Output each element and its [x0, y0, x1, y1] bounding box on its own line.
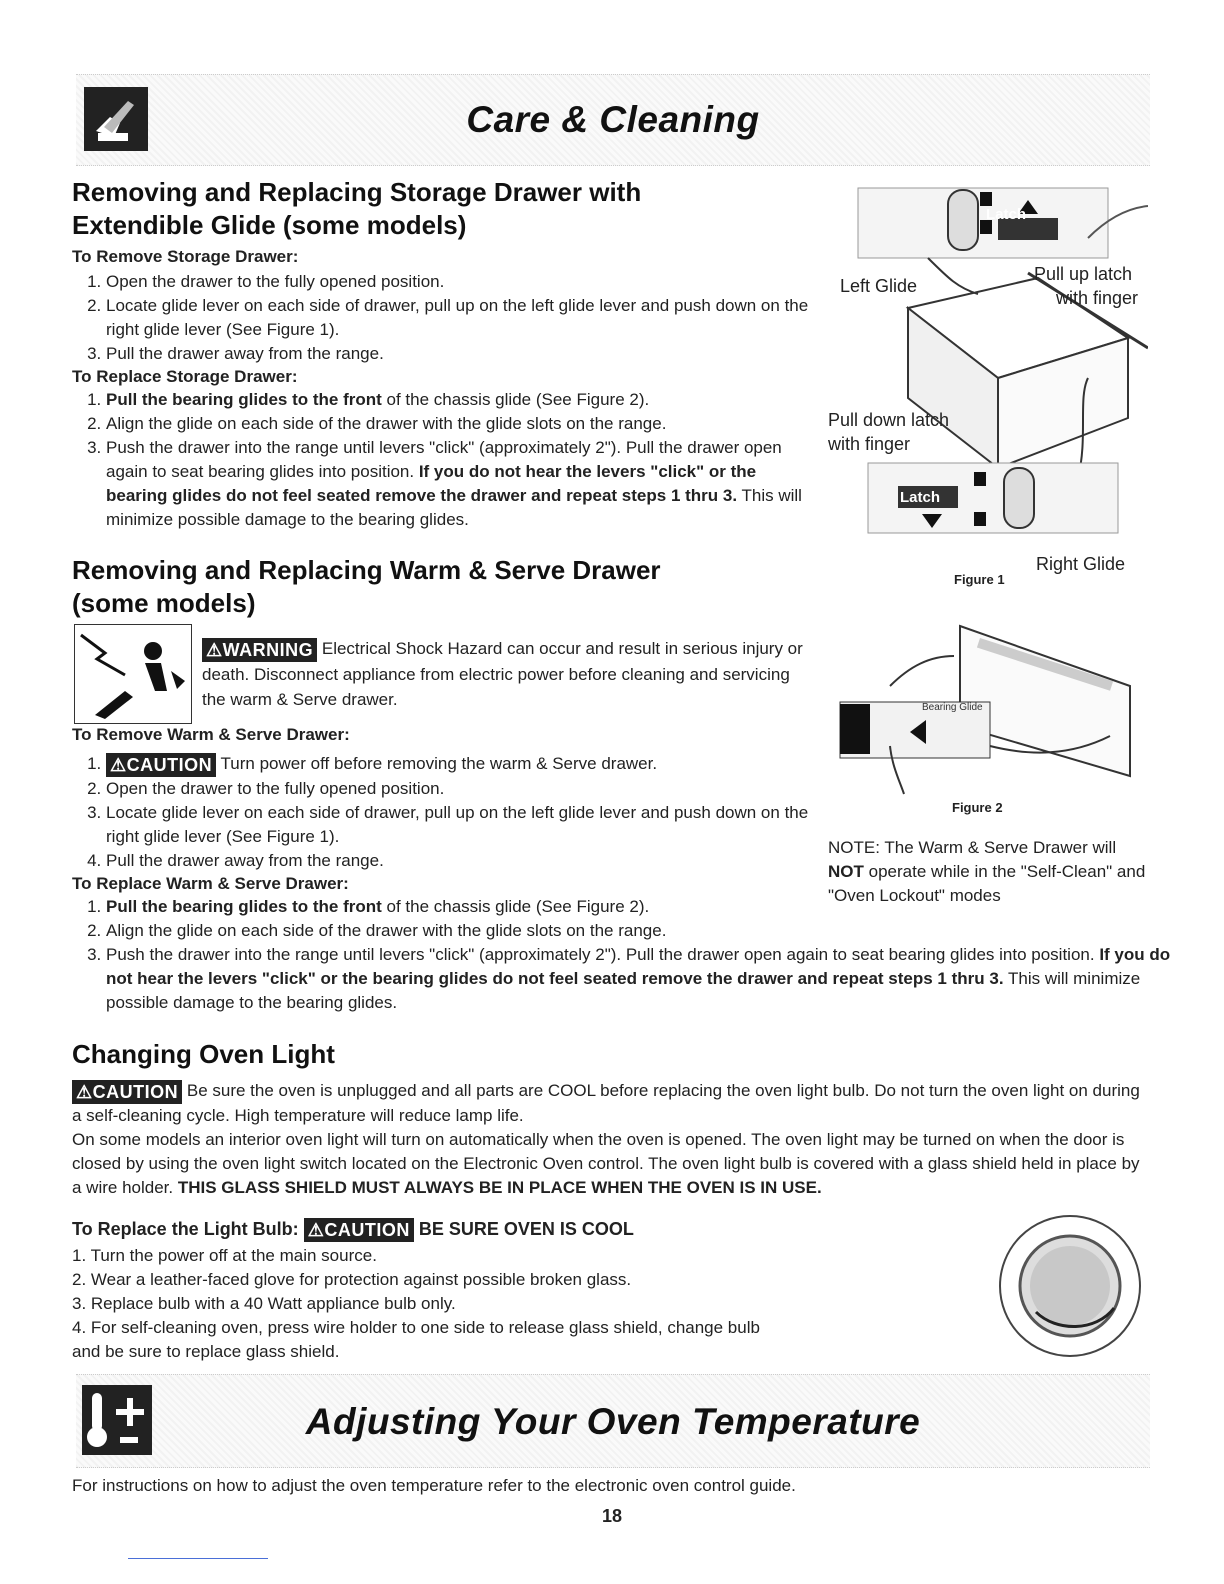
warm-serve-section — [72, 554, 832, 620]
bearing-glide-label: Bearing Glide — [922, 702, 983, 713]
oven-light-caution: ⚠CAUTION Be sure the oven is unplugged and all parts are COOL before replacing the oven light bulb. Do not turn the oven light on during a self-cleaning cycle. High temperature will reduce lamp life. — [72, 1081, 1140, 1125]
oven-light-section — [72, 1038, 1147, 1200]
storage-heading-line2: Extendible Glide (some models) — [72, 210, 467, 240]
list-item: 3. Push the drawer into the range until levers "click" (approximately 2"). Pull the drawer open again to seat bearing glides into position. If you do not hear the levers "click" or the bearing glides do not feel seated remove the drawer and repeat steps 1 thru 3. This will minimize possible damage to the bearing glides. — [106, 436, 822, 532]
warm-serve-note: NOTE: The Warm & Serve Drawer will NOT operate while in the "Self-Clean" and "Oven Lockout" modes — [828, 838, 1146, 905]
figure-1-caption: Figure 1 — [954, 572, 1005, 587]
figure-2-caption: Figure 2 — [952, 800, 1003, 815]
footer-text: For instructions on how to adjust the oven temperature refer to the electronic oven control guide. — [72, 1476, 796, 1495]
list-item: 2. Align the glide on each side of the drawer with the glide slots on the range. — [106, 919, 1176, 943]
section-title: Care & Cleaning — [466, 99, 760, 140]
list-item: 1. Pull the bearing glides to the front of the chassis glide (See Figure 2). — [106, 895, 1176, 919]
list-item: 4. Pull the drawer away from the range. — [106, 849, 812, 873]
list-item: 3. Replace bulb with a 40 Watt appliance bulb only. — [72, 1294, 456, 1314]
oven-light-heading: Changing Oven Light — [72, 1039, 335, 1069]
care-cleaning-banner — [76, 74, 1150, 166]
list-item: 1. Pull the bearing glides to the front of the chassis glide (See Figure 2). — [106, 388, 822, 412]
section-title: Adjusting Your Oven Temperature — [305, 1401, 921, 1442]
caution-badge: ⚠CAUTION — [106, 753, 216, 777]
list-item: 4. For self-cleaning oven, press wire holder to one side to release glass shield, change bulb — [72, 1318, 760, 1338]
light-bulb-figure — [996, 1212, 1144, 1360]
list-item: 1. Turn the power off at the main source. — [72, 1246, 377, 1266]
replace-warm-steps — [72, 895, 1176, 1015]
storage-heading-line1: Removing and Replacing Storage Drawer with — [72, 177, 642, 207]
latch-top-label: Latch — [986, 206, 1027, 223]
latch-bottom-label: Latch — [900, 489, 941, 506]
figure-1-drawing — [828, 178, 1148, 578]
replace-storage-steps — [72, 388, 822, 532]
warning-block: ⚠WARNING Electrical Shock Hazard can occur and result in serious injury or death. Disconnect appliance from electric power before cleaning and servicing the warm & Serve drawer. — [202, 639, 803, 709]
figure-2 — [830, 616, 1146, 816]
replace-warm-title: To Replace Warm & Serve Drawer: — [72, 873, 349, 893]
replace-storage-title: To Replace Storage Drawer: — [72, 367, 298, 386]
replace-bulb-title: To Replace the Light Bulb: ⚠CAUTION BE SURE OVEN IS COOL — [72, 1219, 634, 1241]
caution-badge: ⚠CAUTION — [304, 1218, 414, 1242]
list-item: 3. Pull the drawer away from the range. — [106, 342, 822, 366]
remove-storage-steps — [72, 270, 822, 366]
list-item: 2. Align the glide on each side of the drawer with the glide slots on the range. — [106, 412, 822, 436]
list-item: 1. Open the drawer to the fully opened position. — [106, 270, 822, 294]
remove-warm-steps — [72, 752, 812, 873]
list-item: 3. Locate glide lever on each side of drawer, pull up on the left glide lever and push down on the right glide lever (See Figure 1). — [106, 801, 812, 849]
left-glide-label: Left Glide — [840, 276, 918, 296]
list-item: 2. Wear a leather-faced glove for protection against possible broken glass. — [72, 1270, 632, 1290]
list-item: and be sure to replace glass shield. — [72, 1342, 340, 1362]
warm-heading-line2: (some models) — [72, 588, 256, 618]
caution-badge: ⚠CAUTION — [72, 1080, 182, 1104]
list-item: 3. Push the drawer into the range until levers "click" (approximately 2"). Pull the drawer open again to seat bearing glides into position. If you do not hear the levers "click" or the bearing glides do not feel seated remove the drawer and repeat steps 1 thru 3. This will minimize possible damage to the bearing glides. — [106, 943, 1176, 1015]
list-item: 1. ⚠CAUTION Turn power off before removing the warm & Serve drawer. — [106, 752, 812, 777]
pull-down-label-2: with finger — [828, 434, 911, 454]
warm-heading-line1: Removing and Replacing Warm & Serve Drawer — [72, 555, 661, 585]
oven-temperature-banner — [76, 1374, 1150, 1468]
list-item: 2. Open the drawer to the fully opened position. — [106, 777, 812, 801]
page-number: 18 — [601, 1506, 623, 1526]
storage-drawer-section — [72, 176, 822, 532]
remove-warm-title: To Remove Warm & Serve Drawer: — [72, 725, 350, 744]
shock-hazard-icon — [74, 624, 192, 724]
list-item: 2. Locate glide lever on each side of drawer, pull up on the left glide lever and push down on the right glide lever (See Figure 1). — [106, 294, 822, 342]
remove-storage-title: To Remove Storage Drawer: — [72, 247, 299, 266]
pull-up-label-2: with finger — [1056, 288, 1139, 308]
right-glide-label: Right Glide — [1036, 554, 1126, 574]
pull-down-label-1: Pull down latch — [828, 410, 950, 430]
warning-badge: ⚠WARNING — [202, 638, 317, 662]
footer-rule — [128, 1558, 268, 1559]
figure-2-drawing — [830, 616, 1146, 796]
replace-bulb-block — [72, 1218, 932, 1364]
pull-up-label-1: Pull up latch — [1034, 264, 1133, 284]
oven-light-paragraph: On some models an interior oven light will turn on automatically when the oven is opened. The oven light may be turned on when the door is closed by using the oven light switch located on the Electronic Oven control. The oven light bulb is covered with a glass shield held in place by a wire holder. THIS GLASS SHIELD MUST ALWAYS BE IN PLACE WHEN THE OVEN IS IN USE. — [72, 1129, 1140, 1197]
replace-bulb-steps — [72, 1244, 932, 1364]
figure-1 — [828, 178, 1148, 598]
